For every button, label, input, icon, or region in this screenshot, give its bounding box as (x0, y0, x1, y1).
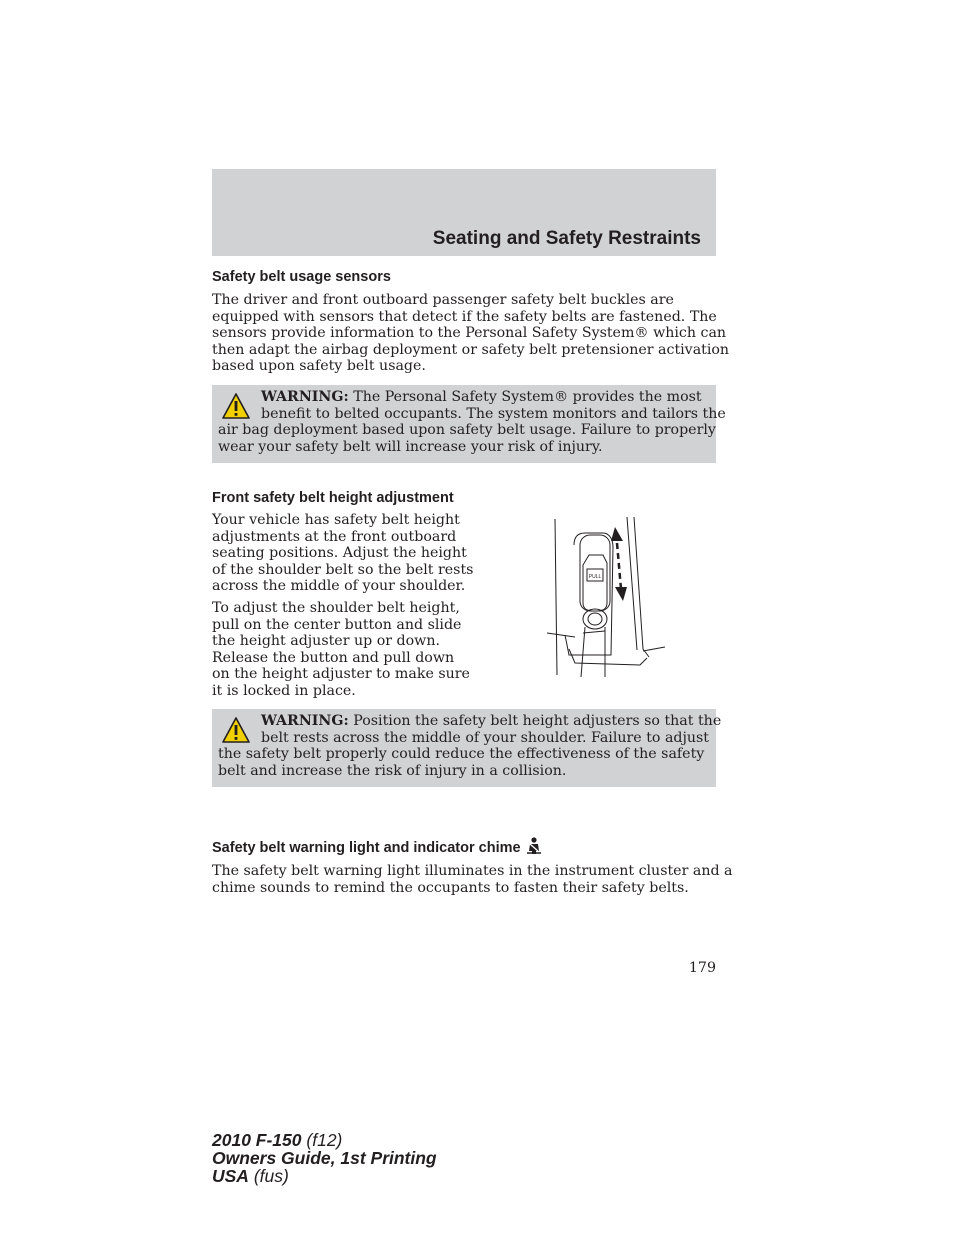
text-line: chime sounds to remind the occupants to fasten their safety belts. (212, 879, 689, 896)
usage-sensors-paragraph (212, 292, 729, 375)
text-line: Your vehicle has safety belt height (212, 512, 460, 528)
warning-label: WARNING: (261, 713, 349, 729)
text-line: pull on the center button and slide (212, 616, 462, 633)
page-number: 179 (688, 960, 716, 976)
document-footer (212, 1131, 437, 1185)
text-line: equipped with sensors that detect if the safety belts are fastened. The (212, 308, 717, 325)
text-line: belt and increase the risk of injury in a collision. (218, 762, 567, 779)
footer-model-code: (f12) (306, 1130, 343, 1150)
text-line: it is locked in place. (212, 682, 356, 699)
footer-market: USA (212, 1166, 249, 1186)
belt-height-adjuster-illustration (545, 515, 670, 677)
warning-box-pss (212, 385, 726, 463)
footer-market-code: (fus) (253, 1166, 289, 1186)
section-heading-height-adjustment: Front safety belt height adjustment (212, 490, 454, 506)
footer-model: 2010 F-150 (212, 1130, 302, 1150)
text-line: across the middle of your shoulder. (212, 578, 466, 594)
text-line: The driver and front outboard passenger safety belt buckles are (212, 292, 674, 308)
chapter-title: Seating and Safety Restraints (432, 228, 701, 249)
text-line: seating positions. Adjust the height (212, 545, 467, 561)
warning-text (218, 713, 721, 779)
figure-pull-label: PULL (588, 574, 602, 580)
height-adjustment-paragraph-1 (212, 512, 473, 595)
warning-box-height-adjuster (212, 709, 722, 787)
warning-text (218, 389, 726, 455)
text-line: wear your safety belt will increase your risk of injury. (218, 438, 603, 455)
warning-light-paragraph (212, 863, 733, 896)
text-line: based upon safety belt usage. (212, 358, 426, 374)
text-line: The safety belt warning light illuminates in the instrument cluster and a (212, 863, 733, 879)
section-heading-text: Safety belt warning light and indicator chime (212, 840, 521, 856)
height-adjustment-paragraph-2 (212, 600, 470, 699)
text-line: the safety belt properly could reduce the effectiveness of the safety (218, 746, 705, 762)
text-line: adjustments at the front outboard (212, 528, 457, 545)
text-line: sensors provide information to the Personal Safety System® which can (212, 325, 727, 341)
footer-printing: Owners Guide, 1st Printing (212, 1148, 437, 1168)
seatbelt-icon (527, 837, 541, 855)
text-line: then adapt the airbag deployment or safety belt pretensioner activation (212, 341, 730, 358)
text-line: To adjust the shoulder belt height, (212, 600, 460, 616)
text-line: benefit to belted occupants. The system monitors and tailors the (261, 405, 726, 422)
section-heading-usage-sensors: Safety belt usage sensors (212, 269, 391, 285)
text-line: on the height adjuster to make sure (212, 666, 470, 682)
text-line: air bag deployment based upon safety belt usage. Failure to properly (218, 422, 716, 438)
chapter-header (212, 169, 716, 256)
text-line: the height adjuster up or down. (212, 633, 440, 649)
text-line: belt rests across the middle of your shoulder. Failure to adjust (261, 729, 710, 746)
text-line: Position the safety belt height adjusters so that the (353, 713, 722, 729)
section-heading-warning-light (212, 837, 541, 857)
text-line: of the shoulder belt so the belt rests (212, 561, 474, 578)
text-line: Release the button and pull down (212, 649, 455, 666)
warning-label: WARNING: (261, 389, 349, 405)
text-line: The Personal Safety System® provides the most (353, 389, 702, 405)
